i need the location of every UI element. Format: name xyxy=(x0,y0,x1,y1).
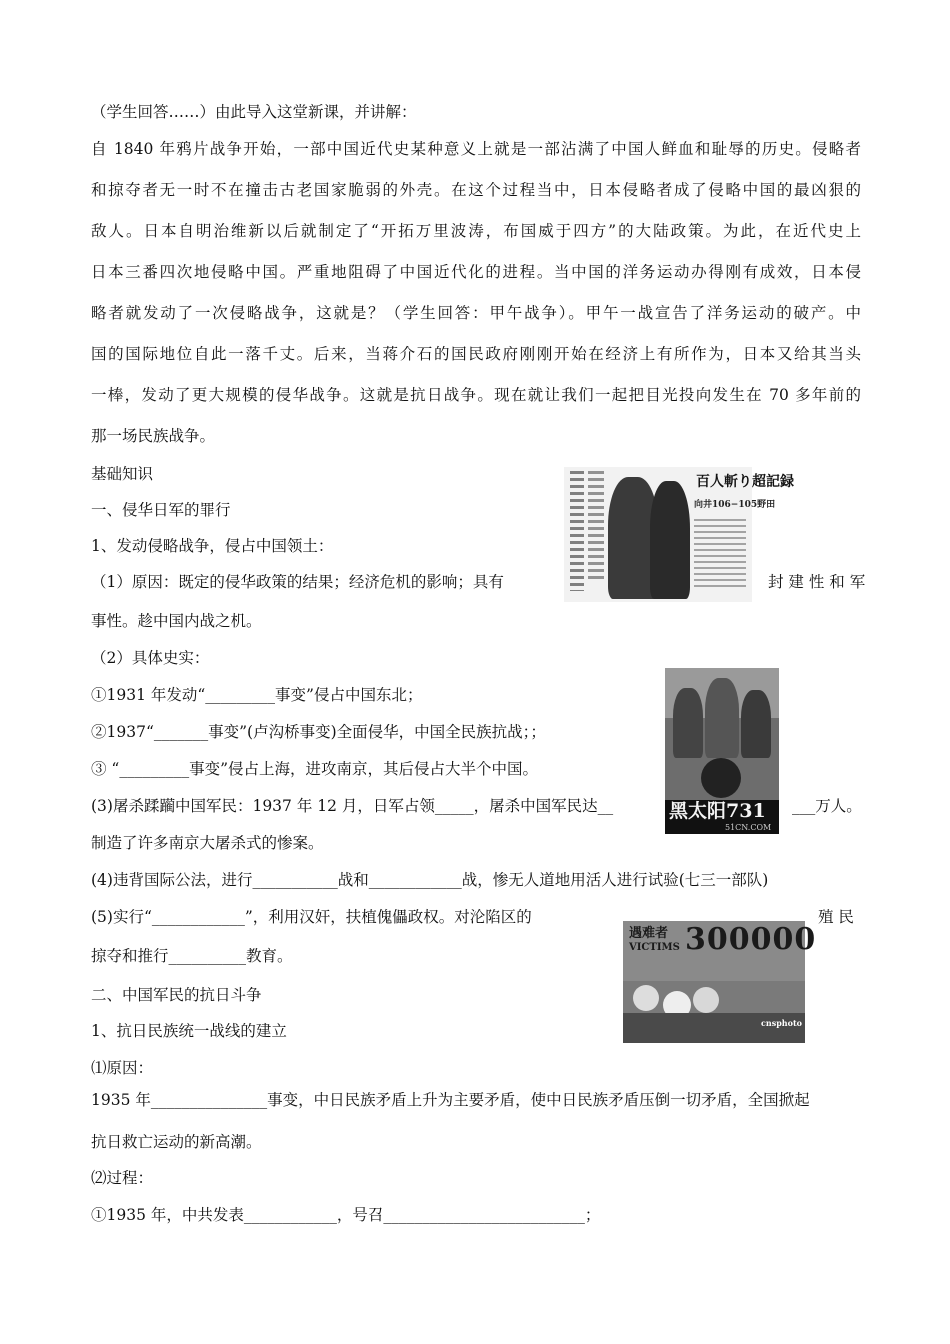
text-line: （2）具体史实： xyxy=(91,649,210,667)
memorial-photo-image xyxy=(623,921,817,1043)
text-line: 抗日救亡运动的新高潮。 xyxy=(91,1133,262,1151)
victims-number: 300000 xyxy=(685,922,817,957)
fill-blank-line: ___万人。 xyxy=(792,797,862,815)
subsection-heading: 1、抗日民族统一战线的建立 xyxy=(91,1022,287,1040)
paragraph-line: 一棒，发动了更大规模的侵华战争。这就是抗日战争。现在就让我们一起把目光投向发生在 70 多年前的 xyxy=(91,386,861,404)
fill-blank-line: (5)实行“____________”，利用汉奸，扶植傀儡政权。对沦陷区的 xyxy=(91,908,532,926)
paragraph-line: 和掠夺者无一时不在撞击古老国家脆弱的外壳。在这个过程当中，日本侵略者成了侵略中国的最凶狠的 xyxy=(91,181,861,199)
subsection-heading: 1、发动侵略战争，侵占中国领土： xyxy=(91,537,334,555)
fill-blank-line: (4)违背国际公法，进行___________战和____________战，惨无人道地用活人进行试验(七三一部队) xyxy=(91,871,769,889)
fill-blank-line: 1935 年_______________事变，中日民族矛盾上升为主要矛盾，使中日民族矛盾压倒一切矛盾，全国掀起 xyxy=(91,1091,810,1109)
newspaper-headline: 百人斬り超記録 xyxy=(696,474,794,490)
paragraph-line: 自 1840 年鸦片战争开始，一部中国近代史某种意义上就是一部沾满了中国人鲜血和耻辱的历史。侵略者 xyxy=(91,140,861,158)
film-poster-image xyxy=(665,668,779,834)
section-heading: 二、中国军民的抗日斗争 xyxy=(91,986,262,1004)
paragraph-line: 那一场民族战争。 xyxy=(91,427,216,445)
memorial-english-text: VICTIMS xyxy=(629,942,680,953)
text-line: 封 建 性 和 军 xyxy=(768,573,866,591)
text-line: （1）原因：既定的侵华政策的结果；经济危机的影响；具有 xyxy=(91,573,504,591)
poster-title: 黑太阳731 xyxy=(669,800,766,822)
section-heading: 基础知识 xyxy=(91,465,154,483)
fill-blank-line: ①1931 年发动“_________事变”侵占中国东北； xyxy=(91,686,423,704)
section-heading: 一、侵华日军的罪行 xyxy=(91,501,231,519)
text-line: ⑵过程： xyxy=(91,1169,154,1187)
fill-blank-line: (3)屠杀蹂躏中国军民：1937 年 12 月，日军占领_____，屠杀中国军民达__ xyxy=(91,797,614,815)
intro-line: （学生回答……）由此导入这堂新课，并讲解： xyxy=(91,103,417,121)
fill-blank-line: 殖 民 xyxy=(818,908,854,926)
photo-credit: cnsphoto xyxy=(761,1018,802,1028)
newspaper-clipping-image xyxy=(564,467,794,602)
fill-blank-line: ③ “_________事变”侵占上海，进攻南京，其后侵占大半个中国。 xyxy=(91,760,539,778)
fill-blank-line: ②1937“_______事变”(卢沟桥事变)全面侵华，中国全民族抗战；； xyxy=(91,723,546,741)
newspaper-subheading: 向井106−105野田 xyxy=(694,500,776,510)
text-line: 事性。趁中国内战之机。 xyxy=(91,612,262,630)
paragraph-line: 国的国际地位自此一落千丈。后来，当蒋介石的国民政府刚刚开始在经济上有所作为，日本又给其当头 xyxy=(91,345,861,363)
fill-blank-line: ①1935 年，中共发表____________，号召__________________________； xyxy=(91,1206,601,1224)
text-line: 制造了许多南京大屠杀式的惨案。 xyxy=(91,834,324,852)
paragraph-line: 日本三番四次地侵略中国。严重地阻碍了中国近代化的进程。当中国的洋务运动办得刚有成效，日本侵 xyxy=(91,263,861,281)
text-line: ⑴原因： xyxy=(91,1059,154,1077)
memorial-text: 遇难者 xyxy=(629,926,669,941)
fill-blank-line: 掠夺和推行__________教育。 xyxy=(91,947,293,965)
poster-site: 51CN.COM xyxy=(725,823,772,832)
paragraph-line: 敌人。日本自明治维新以后就制定了“开拓万里波涛，布国威于四方”的大陆政策。为此，在近代史上 xyxy=(91,222,861,240)
paragraph-line: 略者就发动了一次侵略战争，这就是？（学生回答：甲午战争）。甲午一战宣告了洋务运动的破产。中 xyxy=(91,304,861,322)
